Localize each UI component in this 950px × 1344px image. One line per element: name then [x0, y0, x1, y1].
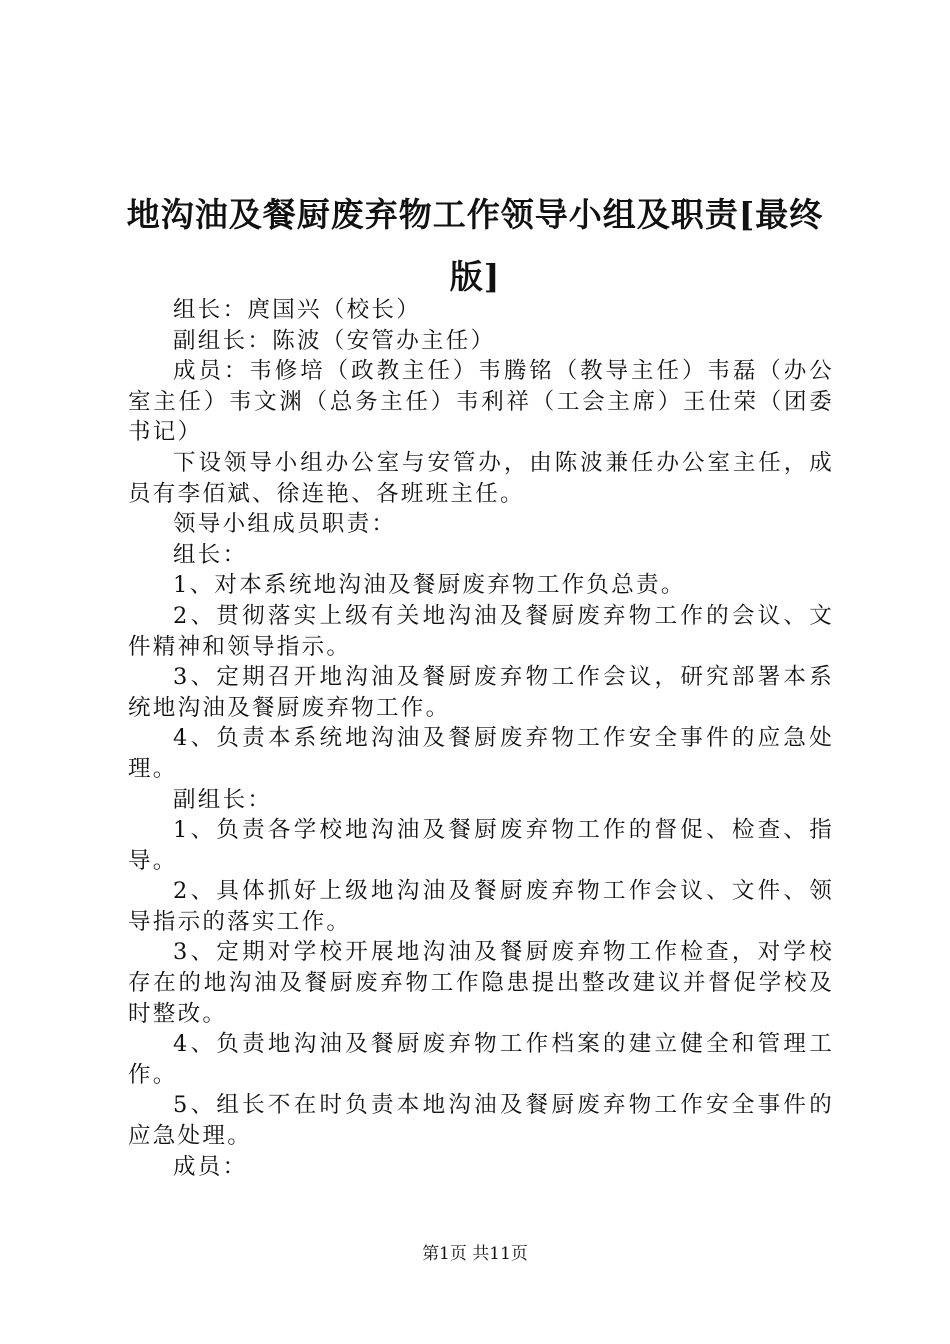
paragraph-deputy-duty-1: 1、负责各学校地沟油及餐厨废弃物工作的督促、检查、指导。: [128, 817, 834, 874]
paragraph-deputy-duty-3: 3、定期对学校开展地沟油及餐厨废弃物工作检查，对学校存在的地沟油及餐厨废弃物工作隐患提出整改建议并督促学校及时整改。: [128, 939, 834, 1027]
paragraph-deputy-duty-4: 4、负责地沟油及餐厨废弃物工作档案的建立健全和管理工作。: [128, 1031, 834, 1088]
paragraph-deputy-heading: 副组长：: [173, 786, 273, 813]
paragraph-deputy-duty-2: 2、具体抓好上级地沟油及餐厨废弃物工作会议、文件、领导指示的落实工作。: [128, 878, 834, 935]
paragraph-leader-duty-4: 4、负责本系统地沟油及餐厨废弃物工作安全事件的应急处理。: [128, 725, 834, 782]
paragraph-office: 下设领导小组办公室与安管办，由陈波兼任办公室主任，成员有李佰斌、徐连艳、各班班主任。: [128, 449, 834, 507]
paragraph-leader-duty-2: 2、贯彻落实上级有关地沟油及餐厨废弃物工作的会议、文件精神和领导指示。: [128, 602, 834, 660]
paragraph-deputy-duty-5: 5、组长不在时负责本地沟油及餐厨废弃物工作安全事件的应急处理。: [128, 1092, 834, 1150]
paragraph-leader-duty-3: 3、定期召开地沟油及餐厨废弃物工作会议，研究部署本系统地沟油及餐厨废弃物工作。: [128, 664, 834, 721]
paragraph-members-heading: 成员：: [173, 1153, 248, 1180]
document-title: 地沟油及餐厨废弃物工作领导小组及职责[最终版]: [126, 195, 824, 296]
paragraph-leader: 组长：庹国兴（校长）: [173, 297, 422, 323]
paragraph-leader-duty-1: 1、对本系统地沟油及餐厨废弃物工作负总责。: [173, 572, 686, 599]
paragraph-members: 成员：韦修培（政教主任）韦腾铭（教导主任）韦磊（办公室主任）韦文渊（总务主任）韦利祥（工会主席）王仕荣（团委书记）: [128, 358, 834, 446]
paragraph-duties-heading: 领导小组成员职责：: [173, 511, 397, 538]
paragraph-leader-heading: 组长：: [173, 541, 248, 568]
paragraph-deputy-leader: 副组长：陈波（安管办主任）: [173, 327, 496, 354]
page-number-footer: 第1页 共11页: [422, 1244, 528, 1264]
document-body: [128, 295, 834, 1182]
